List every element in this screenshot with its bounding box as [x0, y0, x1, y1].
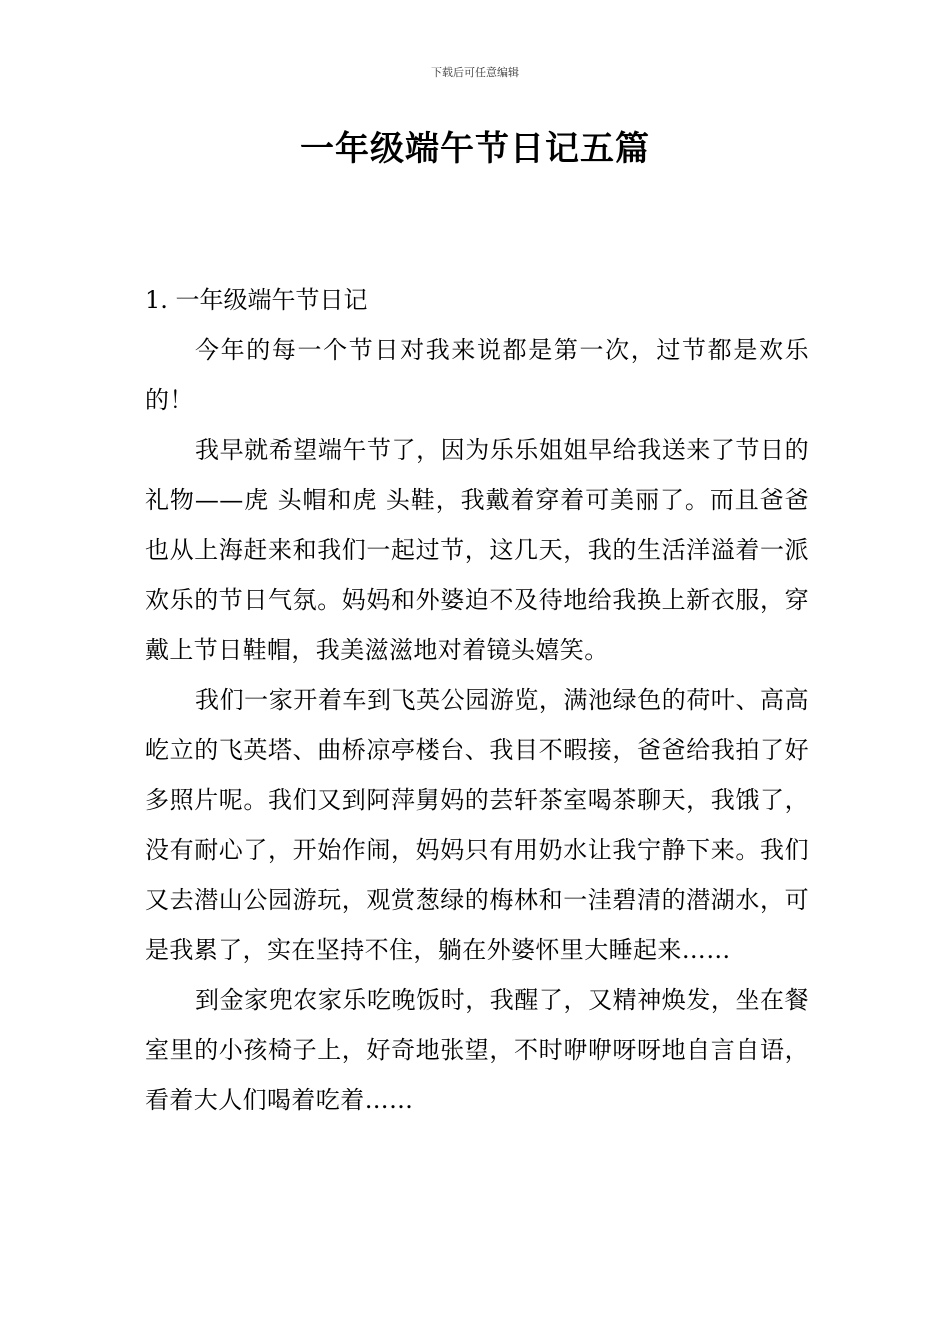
document-body	[145, 275, 809, 1125]
header-note: 下载后可任意编辑	[431, 66, 519, 79]
document-title: 一年级端午节日记五篇	[300, 129, 650, 169]
paragraph-4: 到金家兜农家乐吃晚饭时，我醒了，又精神焕发，坐在餐室里的小孩椅子上，好奇地张望，不时咿咿呀呀地自言自语，看着大人们喝着吃着……	[145, 986, 809, 1114]
paragraph-2: 我早就希望端午节了，因为乐乐姐姐早给我送来了节日的礼物——虎 头帽和虎 头鞋，我戴着穿着可美丽了。而且爸爸也从上海赶来和我们一起过节，这几天，我的生活洋溢着一派欢乐的节日气氛。妈妈和外婆迫不及待地给我换上新衣服，穿戴上节日鞋帽，我美滋滋地对着镜头嬉笑。	[145, 436, 809, 664]
section-heading: 1. 一年级端午节日记	[145, 286, 368, 314]
paragraph-3: 我们一家开着车到飞英公园游览，满池绿色的荷叶、高高屹立的飞英塔、曲桥凉亭楼台、我目不暇接，爸爸给我拍了好多照片呢。我们又到阿萍舅妈的芸轩茶室喝茶聊天，我饿了，没有耐心了，开始作闹，妈妈只有用奶水让我宁静下来。我们又去潜山公园游玩，观赏葱绿的梅林和一洼碧清的潜湖水，可是我累了，实在坚持不住，躺在外婆怀里大睡起来……	[145, 686, 809, 964]
paragraph-1: 今年的每一个节日对我来说都是第一次，过节都是欢乐的！	[145, 336, 809, 414]
